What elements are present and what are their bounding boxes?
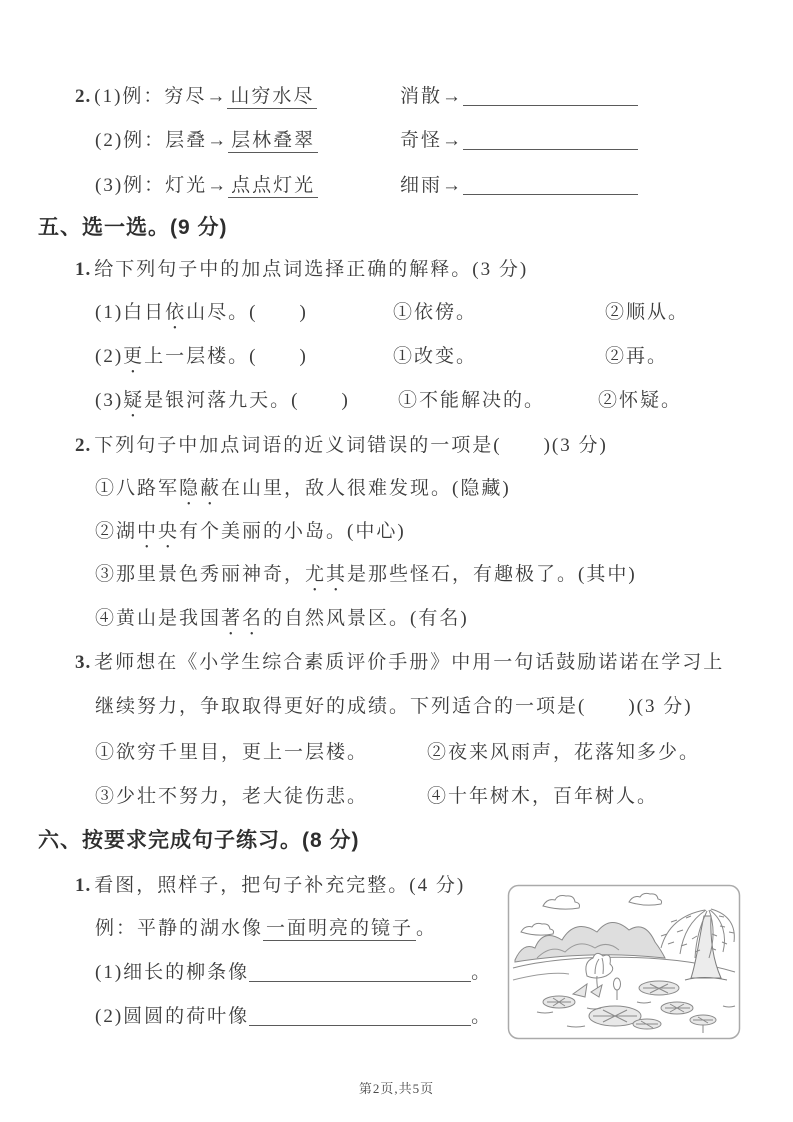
s5-q1-row-2	[0, 342, 793, 372]
choice-1: ①欲穷千里目，更上一层楼。	[95, 742, 369, 763]
choice-3: ③少壮不努力，老大徒伤悲。	[95, 786, 369, 807]
s5-q1-row-3	[0, 386, 793, 416]
item-number: 2.	[75, 86, 92, 107]
choice-1: ①依傍。	[393, 302, 478, 323]
sentence: (3)疑是银河落九天。( )	[95, 390, 350, 411]
page-number: 第2页,共5页	[358, 1081, 435, 1096]
item-number: 1.	[75, 259, 92, 280]
s5-q2-option-1: ①八路军隐蔽在山里，敌人很难发现。(隐藏)	[95, 478, 511, 499]
dotted-word: 更	[123, 346, 145, 367]
dotted-word: 隐蔽	[179, 478, 222, 499]
example-answer: 层林叠翠	[228, 130, 318, 153]
s5-q2-stem: 2. 下列句子中加点词语的近义词错误的一项是( )(3 分)	[75, 435, 608, 456]
prompt-word: 奇怪→	[400, 130, 464, 151]
choice-4: ④十年树木，百年树人。	[427, 786, 659, 807]
choice-1: ①改变。	[393, 346, 478, 367]
sentence: (1)白日依山尽。( )	[95, 302, 308, 323]
s5-q1-stem: 1. 给下列句子中的加点词选择正确的解释。(3 分)	[75, 259, 529, 280]
s5-q3-options-row1	[0, 738, 793, 768]
sentence: (2)更上一层楼。( )	[95, 346, 308, 367]
dotted-word: 著名	[221, 608, 264, 629]
choice-2: ②夜来风雨声，花落知多少。	[427, 742, 701, 763]
example-answer: 山穷水尽	[227, 86, 317, 109]
section-5-heading: 五、选一选。(9 分)	[38, 216, 228, 239]
dotted-word: 疑	[123, 390, 145, 411]
choice-2: ②再。	[605, 346, 669, 367]
s5-q2-option-3: ③那里景色秀丽神奇，尤其是那些怪石，有趣极了。(其中)	[95, 564, 637, 585]
pond-scene-illustration	[507, 884, 741, 1040]
dotted-word: 尤其	[305, 564, 348, 585]
choice-2: ②顺从。	[605, 302, 690, 323]
item-number: 2.	[75, 435, 92, 456]
example-text: (2)例：层叠→	[95, 130, 229, 151]
example-text: (1)例：穷尽→	[94, 86, 228, 107]
section-6-heading: 六、按要求完成句子练习。(8 分)	[38, 829, 360, 852]
example-answer: 点点灯光	[228, 175, 318, 198]
dotted-word: 依	[165, 302, 187, 323]
s6-q1-fill-1: (1)细长的柳条像 。	[95, 962, 493, 983]
prompt-word: 细雨→	[400, 175, 464, 196]
choice-1: ①不能解决的。	[398, 390, 546, 411]
word-extension-row-3	[0, 171, 793, 201]
s6-q1-fill-2: (2)圆圆的荷叶像 。	[95, 1006, 493, 1027]
s5-q3-stem-line1: 3. 老师想在《小学生综合素质评价手册》中用一句话鼓励诺诺在学习上	[75, 652, 725, 673]
answer-blank	[463, 129, 638, 150]
choice-2: ②怀疑。	[598, 390, 683, 411]
answer-blank	[249, 961, 471, 982]
s5-q3-options-row2	[0, 782, 793, 812]
s5-q1-row-1	[0, 298, 793, 328]
word-extension-row-2	[0, 126, 793, 156]
prompt-word: 消散→	[400, 86, 464, 107]
word-extension-row-1	[0, 82, 793, 112]
s5-q2-option-2: ②湖中央有个美丽的小岛。(中心)	[95, 521, 406, 542]
answer-blank	[463, 174, 638, 195]
s6-q1-stem: 1. 看图，照样子，把句子补充完整。(4 分)	[75, 875, 466, 896]
item-number: 1.	[75, 875, 92, 896]
s5-q2-option-4: ④黄山是我国著名的自然风景区。(有名)	[95, 608, 469, 629]
example-text: (3)例：灯光→	[95, 175, 229, 196]
s5-q3-stem-line2: 继续努力，争取取得更好的成绩。下列适合的一项是( )(3 分)	[95, 696, 693, 717]
dotted-word: 中央	[137, 521, 180, 542]
answer-blank	[249, 1005, 471, 1026]
answer-blank	[463, 85, 638, 106]
s6-q1-example: 例：平静的湖水像 一面明亮的镜子 。	[95, 918, 438, 939]
item-number: 3.	[75, 652, 92, 673]
example-answer: 一面明亮的镜子	[263, 918, 416, 941]
